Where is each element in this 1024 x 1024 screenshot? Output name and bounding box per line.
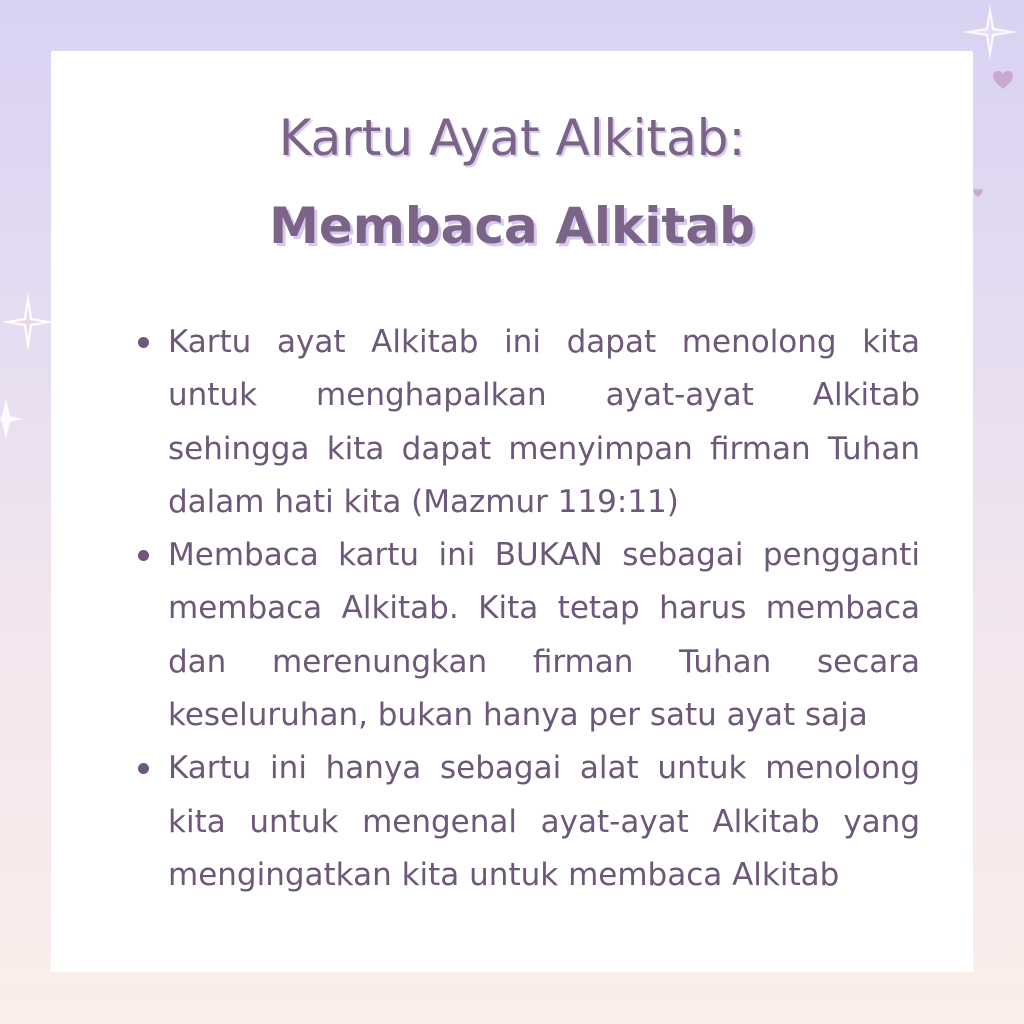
verse-card — [51, 51, 973, 972]
title-line-2: Membaca Alkitab — [269, 197, 755, 255]
bullet-dot-icon — [138, 763, 149, 774]
bullet-item — [168, 316, 920, 529]
bullet-text: Kartu ini hanya sebagai alat untuk menolong kita untuk mengenal ayat-ayat Alkitab yang mengingatkan kita untuk membaca Alkitab — [168, 750, 920, 893]
bullet-item — [168, 529, 920, 742]
heart-icon — [973, 188, 983, 198]
bullet-text: Membaca kartu ini BUKAN sebagai pengganti membaca Alkitab. Kita tetap harus membaca dan merenungkan firman Tuhan secara keseluruhan, bukan hanya per satu ayat saja — [168, 537, 920, 734]
bullet-dot-icon — [138, 550, 149, 561]
bullet-item — [168, 742, 920, 902]
sparkle-icon — [0, 396, 24, 442]
bullet-list — [168, 316, 920, 902]
sparkle-icon — [0, 290, 56, 354]
bullet-text: Kartu ayat Alkitab ini dapat menolong kita untuk menghapalkan ayat-ayat Alkitab sehingga kita dapat menyimpan firman Tuhan dalam hati kita (Mazmur 119:11) — [168, 324, 920, 520]
title-line-1: Kartu Ayat Alkitab: — [278, 109, 746, 167]
heart-icon — [992, 70, 1014, 90]
bullet-dot-icon — [138, 337, 149, 348]
